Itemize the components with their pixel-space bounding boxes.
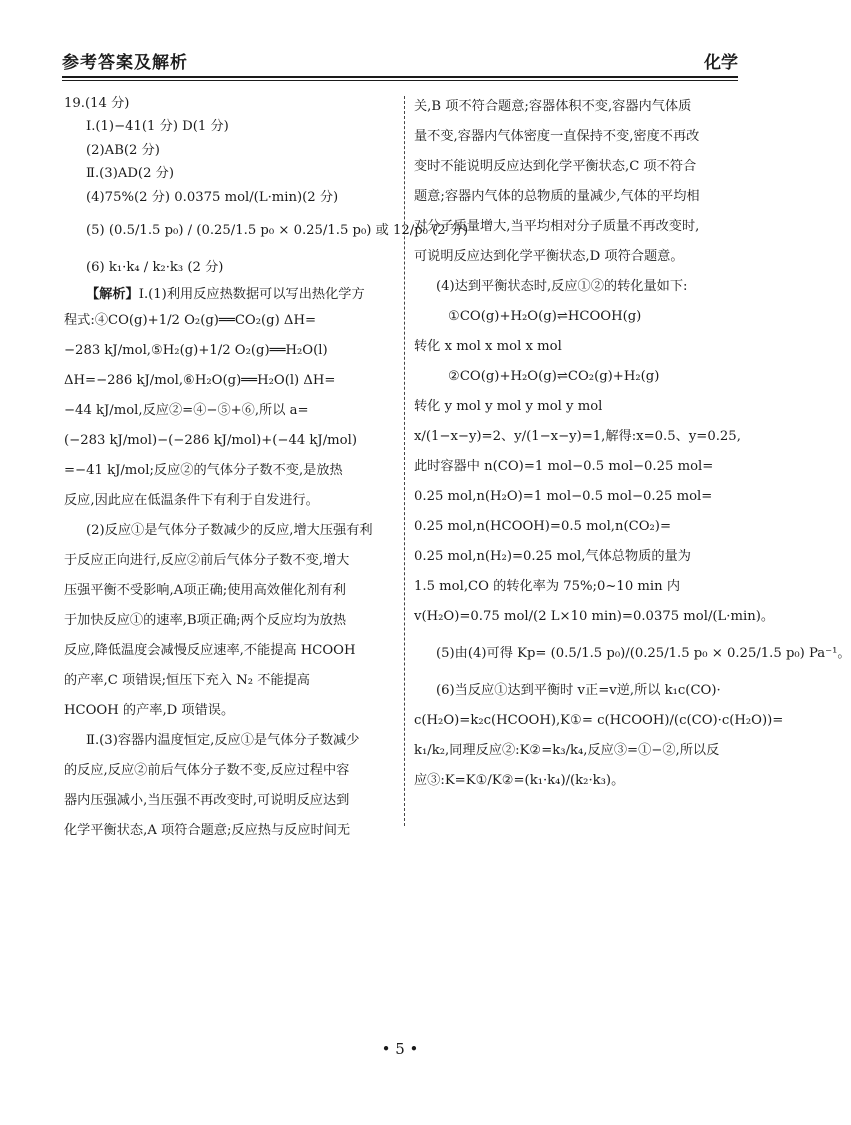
header-rule-thin <box>62 80 738 81</box>
analysis-line: 于加快反应①的速率,B项正确;两个反应均为放热 <box>64 613 347 629</box>
analysis-line: x/(1−x−y)=2、y/(1−x−y)=1,解得:x=0.5、y=0.25, <box>414 429 741 444</box>
right-column <box>414 92 851 796</box>
header-rule <box>62 76 738 78</box>
analysis-line: 反应,降低温度会减慢反应速率,不能提高 HCOOH <box>64 643 356 659</box>
analysis-line: 题意;容器内气体的总物质的量减少,气体的平均相 <box>414 189 700 204</box>
analysis-line: (2)反应①是气体分子数减少的反应,增大压强有利 <box>86 523 373 539</box>
question-number: 19.(14 分) <box>64 96 130 111</box>
analysis-line: ΔH=−286 kJ/mol,⑥H₂O(g)══H₂O(l) ΔH= <box>64 373 336 389</box>
analysis-line: 反应,因此应在低温条件下有利于自发进行。 <box>64 493 319 509</box>
answer-line: (2)AB(2 分) <box>86 142 160 158</box>
left-column <box>64 92 469 846</box>
answer-line: Ⅰ.(1)−41(1 分) D(1 分) <box>86 119 229 135</box>
analysis-line: (−283 kJ/mol)−(−286 kJ/mol)+(−44 kJ/mol) <box>64 433 357 449</box>
analysis-line: 关,B 项不符合题意;容器体积不变,容器内气体质 <box>414 99 692 114</box>
analysis-line: 对分子质量增大,当平均相对分子质量不再改变时, <box>414 219 700 234</box>
analysis-line: (5)由(4)可得 Kp= (0.5/1.5 p₀)/(0.25/1.5 p₀ × 0.25/1.5 p₀) Pa⁻¹。 <box>436 646 851 661</box>
analysis-line: 程式:④CO(g)+1/2 O₂(g)══CO₂(g) ΔH= <box>64 313 316 329</box>
analysis-line: 的反应,反应②前后气体分子数不变,反应过程中容 <box>64 763 350 779</box>
analysis-line: c(H₂O)=k₂c(HCOOH),K①= c(HCOOH)/(c(CO)·c(H₂O))= <box>414 713 784 728</box>
analysis-line: 1.5 mol,CO 的转化率为 75%;0~10 min 内 <box>414 579 681 594</box>
equation-line: ②CO(g)+H₂O(g)⇌CO₂(g)+H₂(g) <box>448 369 660 384</box>
equation-line: ①CO(g)+H₂O(g)⇌HCOOH(g) <box>448 309 642 324</box>
analysis-line: k₁/k₂,同理反应②:K②=k₃/k₄,反应③=①−②,所以反 <box>414 743 720 758</box>
page-header <box>62 48 738 74</box>
analysis-line: 变时不能说明反应达到化学平衡状态,C 项不符合 <box>414 159 697 174</box>
analysis-line: 器内压强减小,当压强不再改变时,可说明反应达到 <box>64 793 350 809</box>
analysis-heading: 【解析】Ⅰ.(1)利用反应热数据可以写出热化学方 <box>86 287 365 303</box>
analysis-line: −44 kJ/mol,反应②=④−⑤+⑥,所以 a= <box>64 403 309 419</box>
header-subject: 化学 <box>704 53 738 73</box>
answer-line: (4)75%(2 分) 0.0375 mol/(L·min)(2 分) <box>86 189 339 205</box>
analysis-line: 的产率,C 项错误;恒压下充入 N₂ 不能提高 <box>64 673 310 689</box>
answer-line: (5) (0.5/1.5 p₀) / (0.25/1.5 p₀ × 0.25/1.5 p₀) 或 12/p₀ (2 分) <box>86 223 469 239</box>
analysis-line: 0.25 mol,n(HCOOH)=0.5 mol,n(CO₂)= <box>414 519 671 534</box>
analysis-line: 压强平衡不受影响,A项正确;使用高效催化剂有利 <box>64 583 346 599</box>
equation-line: 转化 y mol y mol y mol y mol <box>414 399 603 414</box>
column-divider <box>404 96 405 826</box>
analysis-line: =−41 kJ/mol;反应②的气体分子数不变,是放热 <box>64 463 343 479</box>
analysis-line: Ⅱ.(3)容器内温度恒定,反应①是气体分子数减少 <box>86 733 360 749</box>
answer-line: (6) k₁·k₄ / k₂·k₃ (2 分) <box>86 260 224 276</box>
analysis-line: 化学平衡状态,A 项符合题意;反应热与反应时间无 <box>64 823 351 839</box>
answer-line: Ⅱ.(3)AD(2 分) <box>86 166 174 182</box>
analysis-line: v(H₂O)=0.75 mol/(2 L×10 min)=0.0375 mol/(L·min)。 <box>414 609 775 624</box>
analysis-line: 此时容器中 n(CO)=1 mol−0.5 mol−0.25 mol= <box>414 459 714 474</box>
analysis-line: (4)达到平衡状态时,反应①②的转化量如下: <box>436 279 688 294</box>
page-number: • 5 • <box>381 1040 419 1058</box>
analysis-line: −283 kJ/mol,⑤H₂(g)+1/2 O₂(g)══H₂O(l) <box>64 343 328 359</box>
analysis-line: 于反应正向进行,反应②前后气体分子数不变,增大 <box>64 553 350 569</box>
analysis-line: 0.25 mol,n(H₂O)=1 mol−0.5 mol−0.25 mol= <box>414 489 713 504</box>
analysis-line: HCOOH 的产率,D 项错误。 <box>64 703 235 719</box>
header-title: 参考答案及解析 <box>62 53 188 73</box>
analysis-line: 0.25 mol,n(H₂)=0.25 mol,气体总物质的量为 <box>414 549 691 564</box>
analysis-line: 可说明反应达到化学平衡状态,D 项符合题意。 <box>414 249 684 264</box>
analysis-line: (6)当反应①达到平衡时 v正=v逆,所以 k₁c(CO)· <box>436 683 721 698</box>
analysis-line: 量不变,容器内气体密度一直保持不变,密度不再改 <box>414 129 700 144</box>
equation-line: 转化 x mol x mol x mol <box>414 339 562 354</box>
analysis-line: 应③:K=K①/K②=(k₁·k₄)/(k₂·k₃)。 <box>414 773 625 788</box>
analysis-label: 【解析】 <box>86 287 139 303</box>
